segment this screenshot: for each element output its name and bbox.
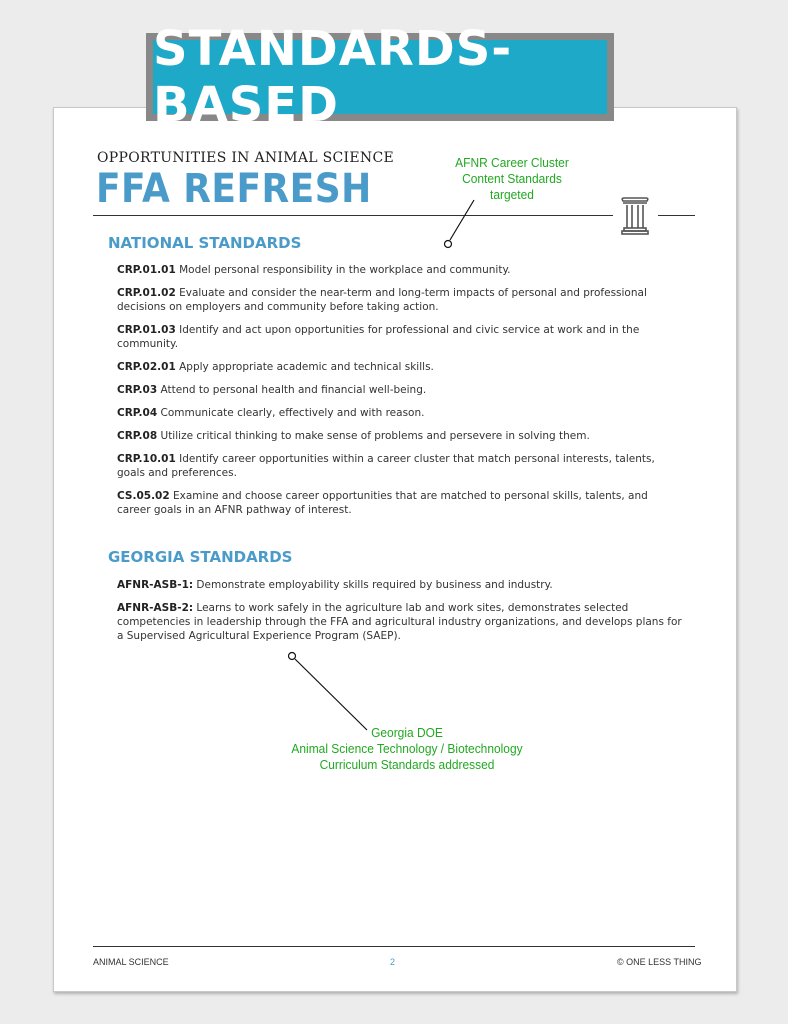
list-item: AFNR-ASB-2: Learns to work safely in the agriculture lab and work sites, demonstrates selected competencies in leadership through the FFA and agricultural industry organizations, and develops plans for a Supervised Agricultural Experience Program (SAEP). [117, 602, 682, 642]
banner-text: STANDARDS-BASED [153, 40, 607, 114]
list-item: CRP.08 Utilize critical thinking to make sense of problems and persevere in solving them. [117, 430, 590, 442]
national-standards-heading: NATIONAL STANDARDS [108, 234, 302, 252]
list-item: CRP.01.01 Model personal responsibility in the workplace and community. [117, 264, 511, 276]
georgia-annotation: Georgia DOE Animal Science Technology / Biotechnology Curriculum Standards addressed [291, 725, 523, 772]
footer-left: ANIMAL SCIENCE [93, 957, 169, 967]
list-item: AFNR-ASB-1: Demonstrate employability skills required by business and industry. [117, 579, 553, 591]
list-item: CRP.01.03 Identify and act upon opportunities for professional and civic service at work and in the community. [117, 324, 640, 350]
document-title: FFA REFRESH [96, 166, 372, 212]
list-item: CRP.01.02 Evaluate and consider the near-term and long-term impacts of personal and professional decisions on employers and community before taking action. [117, 287, 647, 313]
footer-rule [93, 946, 695, 947]
page-number: 2 [390, 957, 396, 967]
list-item: CRP.03 Attend to personal health and financial well-being. [117, 384, 427, 396]
document-supertitle: OPPORTUNITIES IN ANIMAL SCIENCE [97, 150, 394, 166]
georgia-standards-heading: GEORGIA STANDARDS [108, 548, 293, 566]
afnr-annotation: AFNR Career Cluster Content Standards targeted [455, 155, 569, 202]
list-item: CS.05.02 Examine and choose career opportunities that are matched to personal skills, talents, and career goals in an AFNR pathway of interest. [117, 490, 648, 516]
footer-right: © ONE LESS THING [617, 957, 702, 967]
list-item: CRP.02.01 Apply appropriate academic and technical skills. [117, 361, 434, 373]
list-item: CRP.10.01 Identify career opportunities within a career cluster that match personal interests, talents, goals and preferences. [117, 453, 655, 479]
list-item: CRP.04 Communicate clearly, effectively and with reason. [117, 407, 425, 419]
